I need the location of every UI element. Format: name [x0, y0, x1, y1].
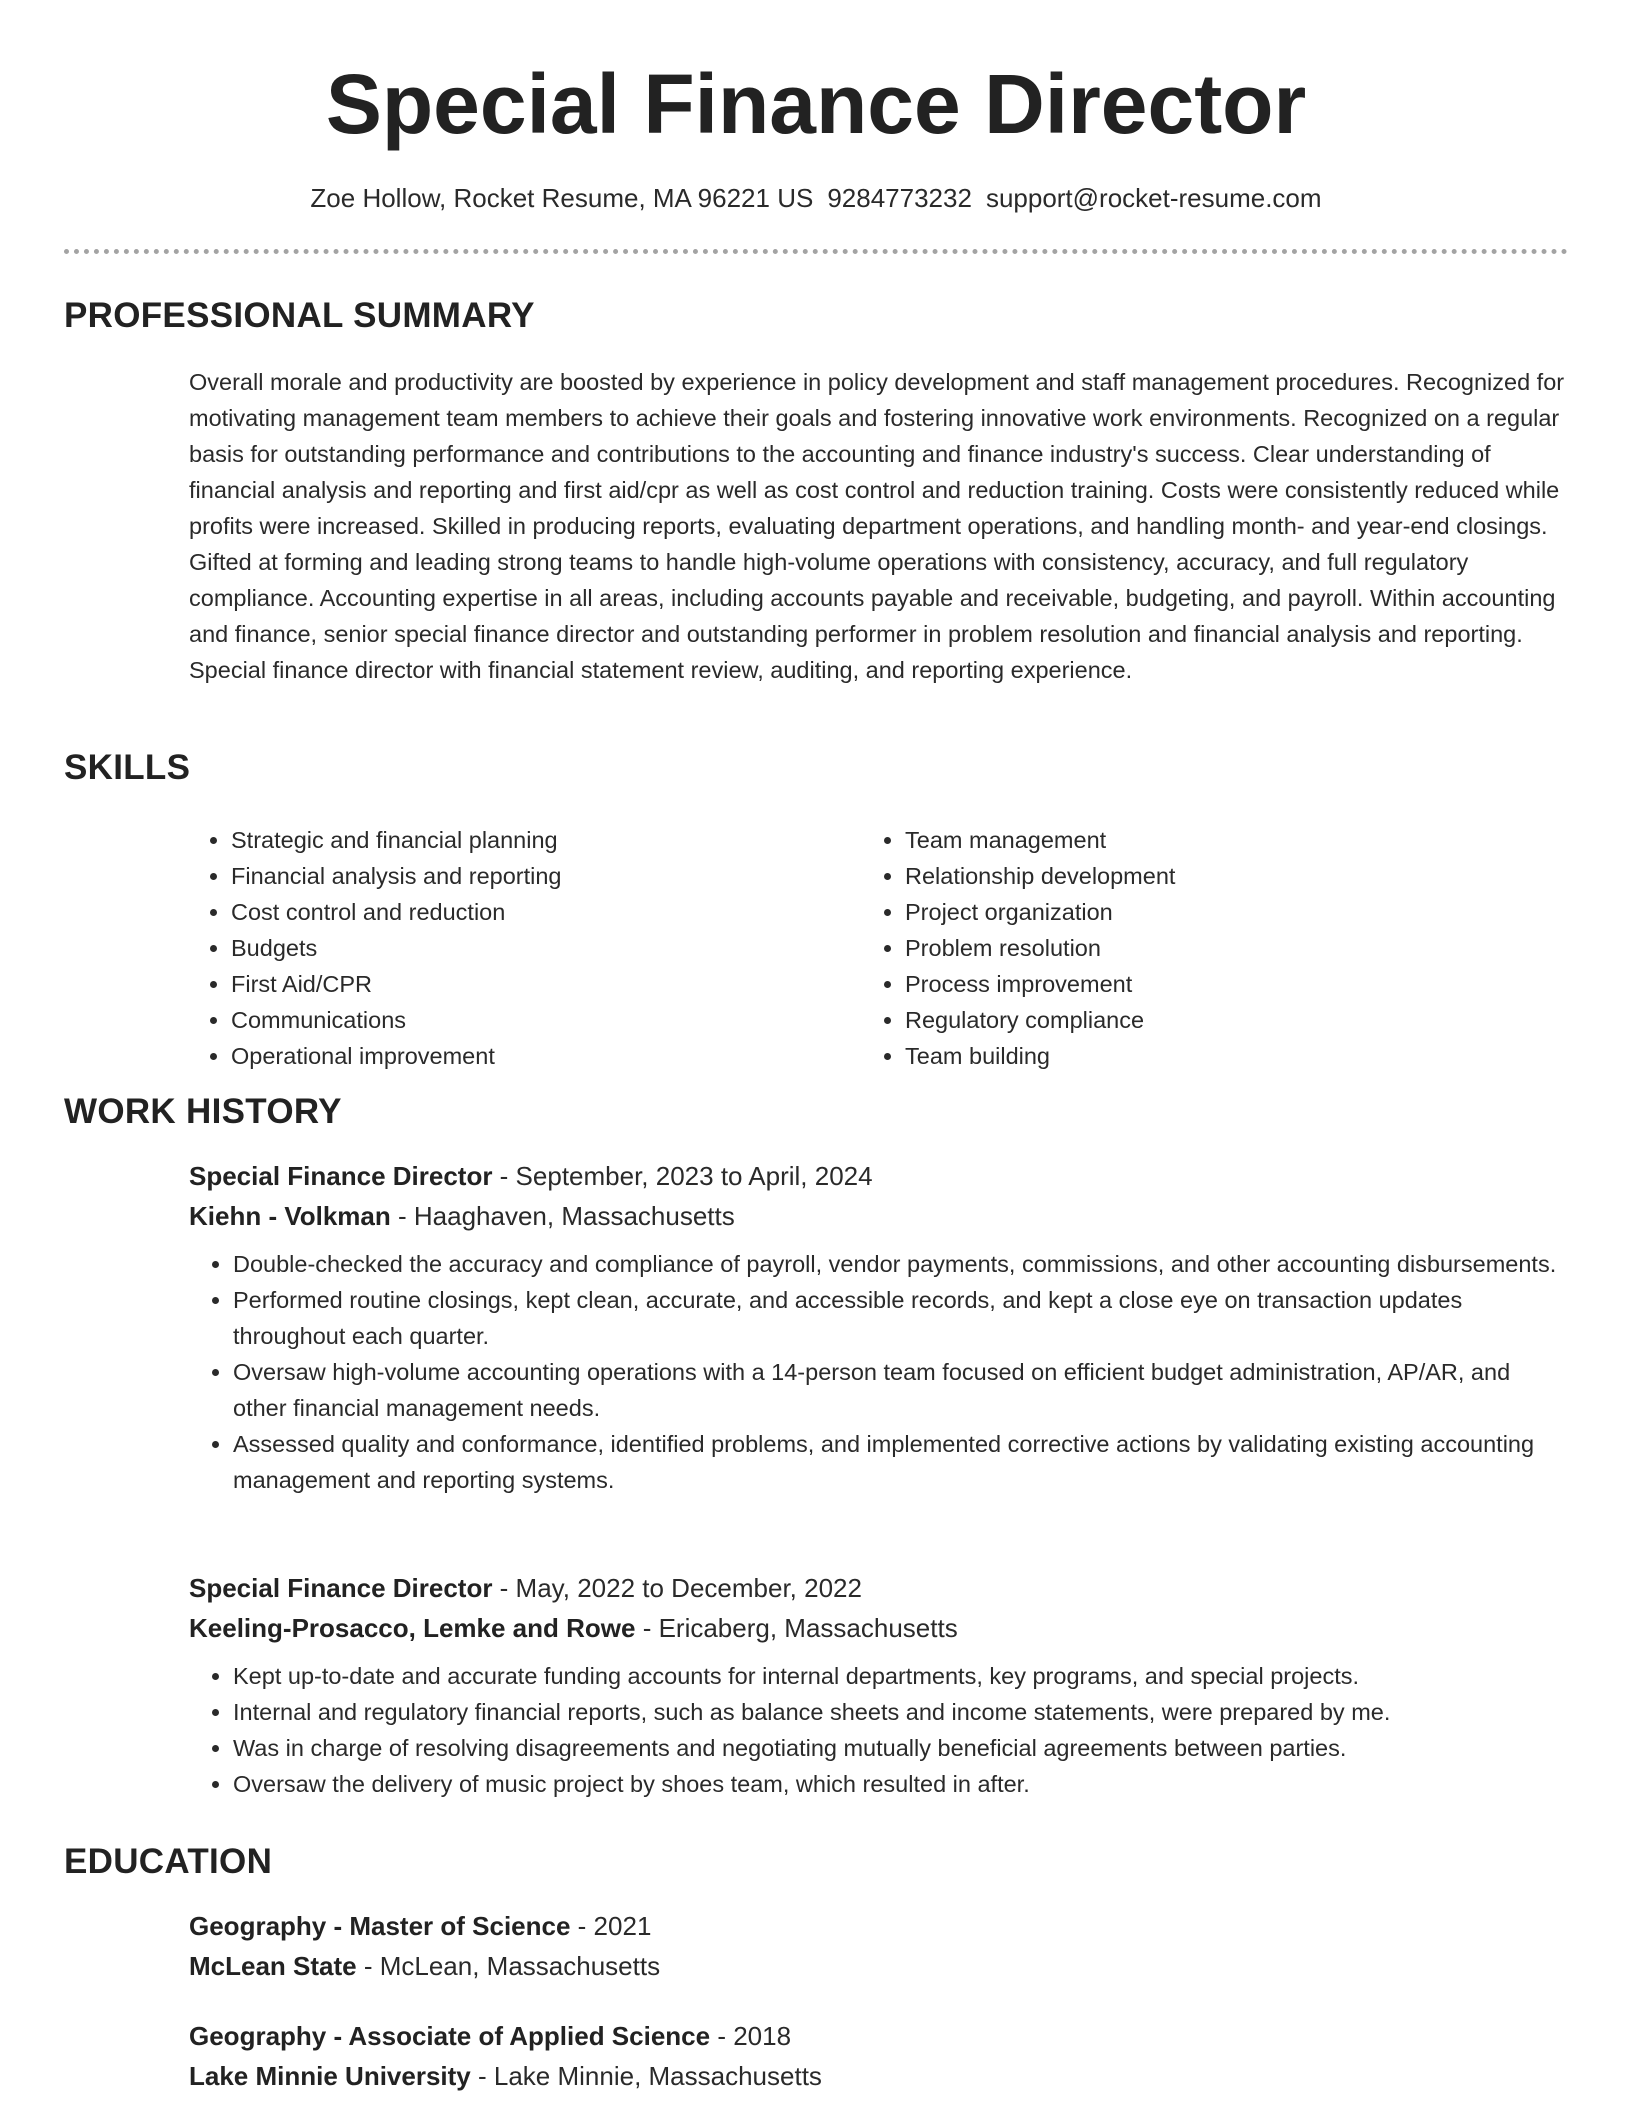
job-entry — [189, 1568, 1569, 1802]
job-location: - Ericaberg, Massachusetts — [635, 1613, 958, 1643]
job-location: - Haaghaven, Massachusetts — [390, 1201, 735, 1231]
contact-email: support@rocket-resume.com — [985, 183, 1322, 213]
education-degree: Geography - Associate of Applied Science — [189, 2021, 711, 2051]
skills-section-title: SKILLS — [64, 748, 191, 787]
summary-section-title: PROFESSIONAL SUMMARY — [64, 296, 535, 335]
education-school-line — [189, 1946, 1569, 1986]
education-section-title: EDUCATION — [64, 1842, 273, 1881]
skill-item: • Operational improvement — [231, 1038, 791, 1074]
skill-item: • Team management — [905, 822, 1545, 858]
job-company-line — [189, 1196, 1569, 1236]
job-bullet: • Oversaw high-volume accounting operations with a 14-person team focused on efficient budget administration, AP/AR, and other financial management needs. — [233, 1354, 1569, 1426]
header-divider — [64, 249, 1568, 254]
job-bullet: • Internal and regulatory financial reports, such as balance sheets and income statements, were prepared by me. — [233, 1694, 1569, 1730]
contact-phone: 9284773232 — [827, 183, 972, 213]
skill-item: • Team building — [905, 1038, 1545, 1074]
job-bullet: • Kept up-to-date and accurate funding accounts for internal departments, key programs, and special projects. — [233, 1658, 1569, 1694]
job-company: Kiehn - Volkman — [189, 1201, 391, 1231]
summary-text: Overall morale and productivity are boosted by experience in policy development and staff management procedures. Recognized for motivating management team members to achieve their goals and fostering innovative work environments. Recognized on a regular basis for outstanding performance and contributions to the accounting and finance industry's success. Clear understanding of financial analysis and reporting and first aid/cpr as well as cost control and reduction training. Costs were consistently reduced while profits were increased. Skilled in producing reports, evaluating department operations, and handling month- and year-end closings. Gifted at forming and leading strong teams to handle high-volume operations with consistency, accuracy, and full regulatory compliance. Accounting expertise in all areas, including accounts payable and receivable, budgeting, and payroll. Within accounting and finance, senior special finance director and outstanding performer in problem resolution and financial analysis and reporting. Special finance director with financial statement review, auditing, and reporting experience. — [189, 369, 1565, 683]
education-school: Lake Minnie University — [189, 2061, 471, 2091]
job-bullets — [189, 1658, 1569, 1802]
skills-list-right — [861, 822, 1545, 1074]
skill-item: • Process improvement — [905, 966, 1545, 1002]
job-bullet: • Assessed quality and conformance, identified problems, and implemented corrective actions by validating existing accounting management and reporting systems. — [233, 1426, 1569, 1498]
education-location: - McLean, Massachusetts — [356, 1951, 661, 1981]
skill-item: • First Aid/CPR — [231, 966, 791, 1002]
job-entry — [189, 1156, 1569, 1498]
job-bullet: • Performed routine closings, kept clean, accurate, and accessible records, and kept a close eye on transaction updates throughout each quarter. — [233, 1282, 1569, 1354]
job-bullet: • Was in charge of resolving disagreements and negotiating mutually beneficial agreements between parties. — [233, 1730, 1569, 1766]
job-role: Special Finance Director — [189, 1573, 493, 1603]
skill-item: • Cost control and reduction — [231, 894, 791, 930]
education-year: - 2018 — [710, 2021, 792, 2051]
skill-item: • Financial analysis and reporting — [231, 858, 791, 894]
job-dates: - September, 2023 to April, 2024 — [492, 1161, 873, 1191]
education-location: - Lake Minnie, Massachusetts — [470, 2061, 822, 2091]
education-school: McLean State — [189, 1951, 357, 1981]
resume-name-heading: Special Finance Director — [325, 57, 1307, 151]
education-degree-line — [189, 1906, 1569, 1946]
skill-item: • Project organization — [905, 894, 1545, 930]
contact-address: Zoe Hollow, Rocket Resume, MA 96221 US — [310, 183, 814, 213]
job-company-line — [189, 1608, 1569, 1648]
education-entry — [189, 2016, 1569, 2096]
job-bullet: • Double-checked the accuracy and compliance of payroll, vendor payments, commissions, and other accounting disbursements. — [233, 1246, 1569, 1282]
job-company: Keeling-Prosacco, Lemke and Rowe — [189, 1613, 636, 1643]
skill-item: • Problem resolution — [905, 930, 1545, 966]
education-year: - 2021 — [570, 1911, 652, 1941]
job-bullet: • Oversaw the delivery of music project by shoes team, which resulted in after. — [233, 1766, 1569, 1802]
skill-item: • Regulatory compliance — [905, 1002, 1545, 1038]
education-degree-line — [189, 2016, 1569, 2056]
job-title-line — [189, 1156, 1569, 1196]
education-school-line — [189, 2056, 1569, 2096]
skill-item: • Strategic and financial planning — [231, 822, 791, 858]
education-entry — [189, 1906, 1569, 1986]
skill-item: • Budgets — [231, 930, 791, 966]
skills-list-left — [187, 822, 791, 1074]
job-dates: - May, 2022 to December, 2022 — [492, 1573, 862, 1603]
skill-item: • Communications — [231, 1002, 791, 1038]
skill-item: • Relationship development — [905, 858, 1545, 894]
work-section-title: WORK HISTORY — [64, 1092, 342, 1131]
contact-line — [0, 180, 1632, 216]
education-degree: Geography - Master of Science — [189, 1911, 571, 1941]
job-bullets — [189, 1246, 1569, 1498]
job-role: Special Finance Director — [189, 1161, 493, 1191]
job-title-line — [189, 1568, 1569, 1608]
